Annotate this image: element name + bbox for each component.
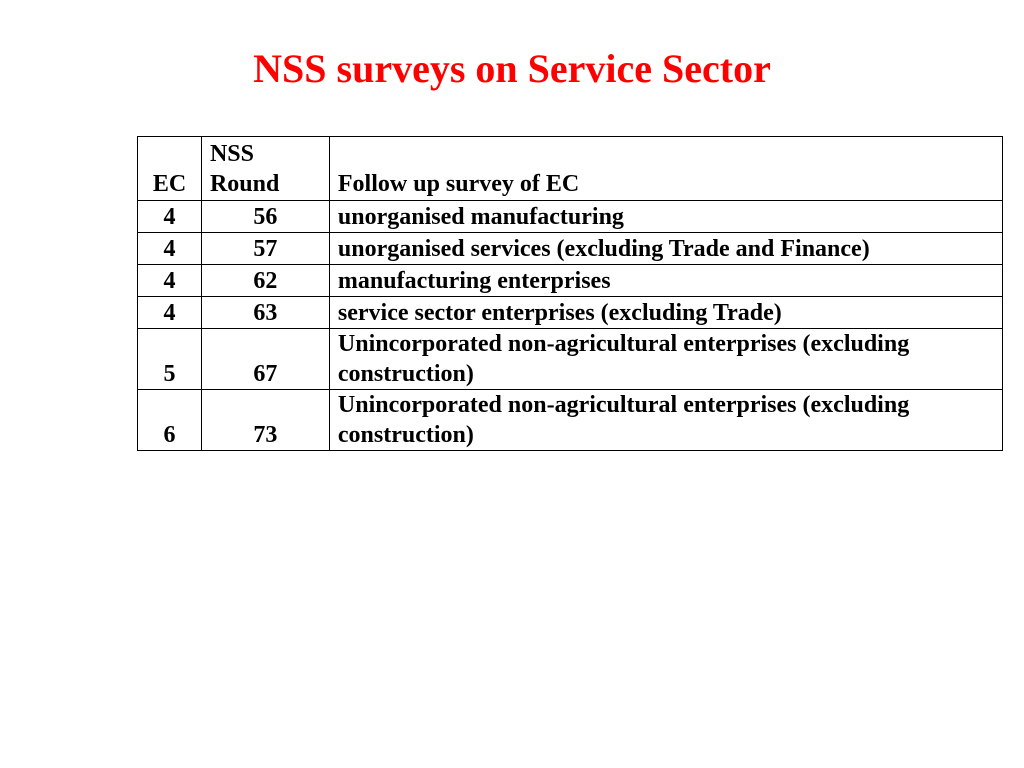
table-row xyxy=(138,329,1003,390)
cell-description: manufacturing enterprises xyxy=(329,265,1002,297)
cell-ec: 4 xyxy=(138,297,202,329)
survey-table xyxy=(137,136,1003,451)
cell-ec: 6 xyxy=(138,390,202,451)
cell-round: 63 xyxy=(201,297,329,329)
slide-title: NSS surveys on Service Sector xyxy=(253,46,771,91)
header-round-line2: Round xyxy=(209,171,280,197)
cell-round: 56 xyxy=(201,201,329,233)
table-row xyxy=(138,265,1003,297)
cell-description: Unincorporated non-agricultural enterprises (excluding construction) xyxy=(329,390,1002,451)
cell-description: unorganised manufacturing xyxy=(329,201,1002,233)
cell-ec: 4 xyxy=(138,233,202,265)
cell-round: 67 xyxy=(201,329,329,390)
cell-ec: 4 xyxy=(138,201,202,233)
header-description: Follow up survey of EC xyxy=(329,137,1002,201)
table-row xyxy=(138,297,1003,329)
cell-ec: 4 xyxy=(138,265,202,297)
cell-ec: 5 xyxy=(138,329,202,390)
cell-round: 62 xyxy=(201,265,329,297)
table-row xyxy=(138,233,1003,265)
table-row xyxy=(138,390,1003,451)
cell-description: Unincorporated non-agricultural enterprises (excluding construction) xyxy=(329,329,1002,390)
cell-description: service sector enterprises (excluding Trade) xyxy=(329,297,1002,329)
header-round-line1: NSS xyxy=(209,141,254,167)
table-row xyxy=(138,201,1003,233)
cell-round: 57 xyxy=(201,233,329,265)
cell-round: 73 xyxy=(201,390,329,451)
cell-description: unorganised services (excluding Trade and Finance) xyxy=(329,233,1002,265)
header-ec: EC xyxy=(138,137,202,201)
table-header-row xyxy=(138,137,1003,201)
header-nss-round xyxy=(201,137,329,201)
